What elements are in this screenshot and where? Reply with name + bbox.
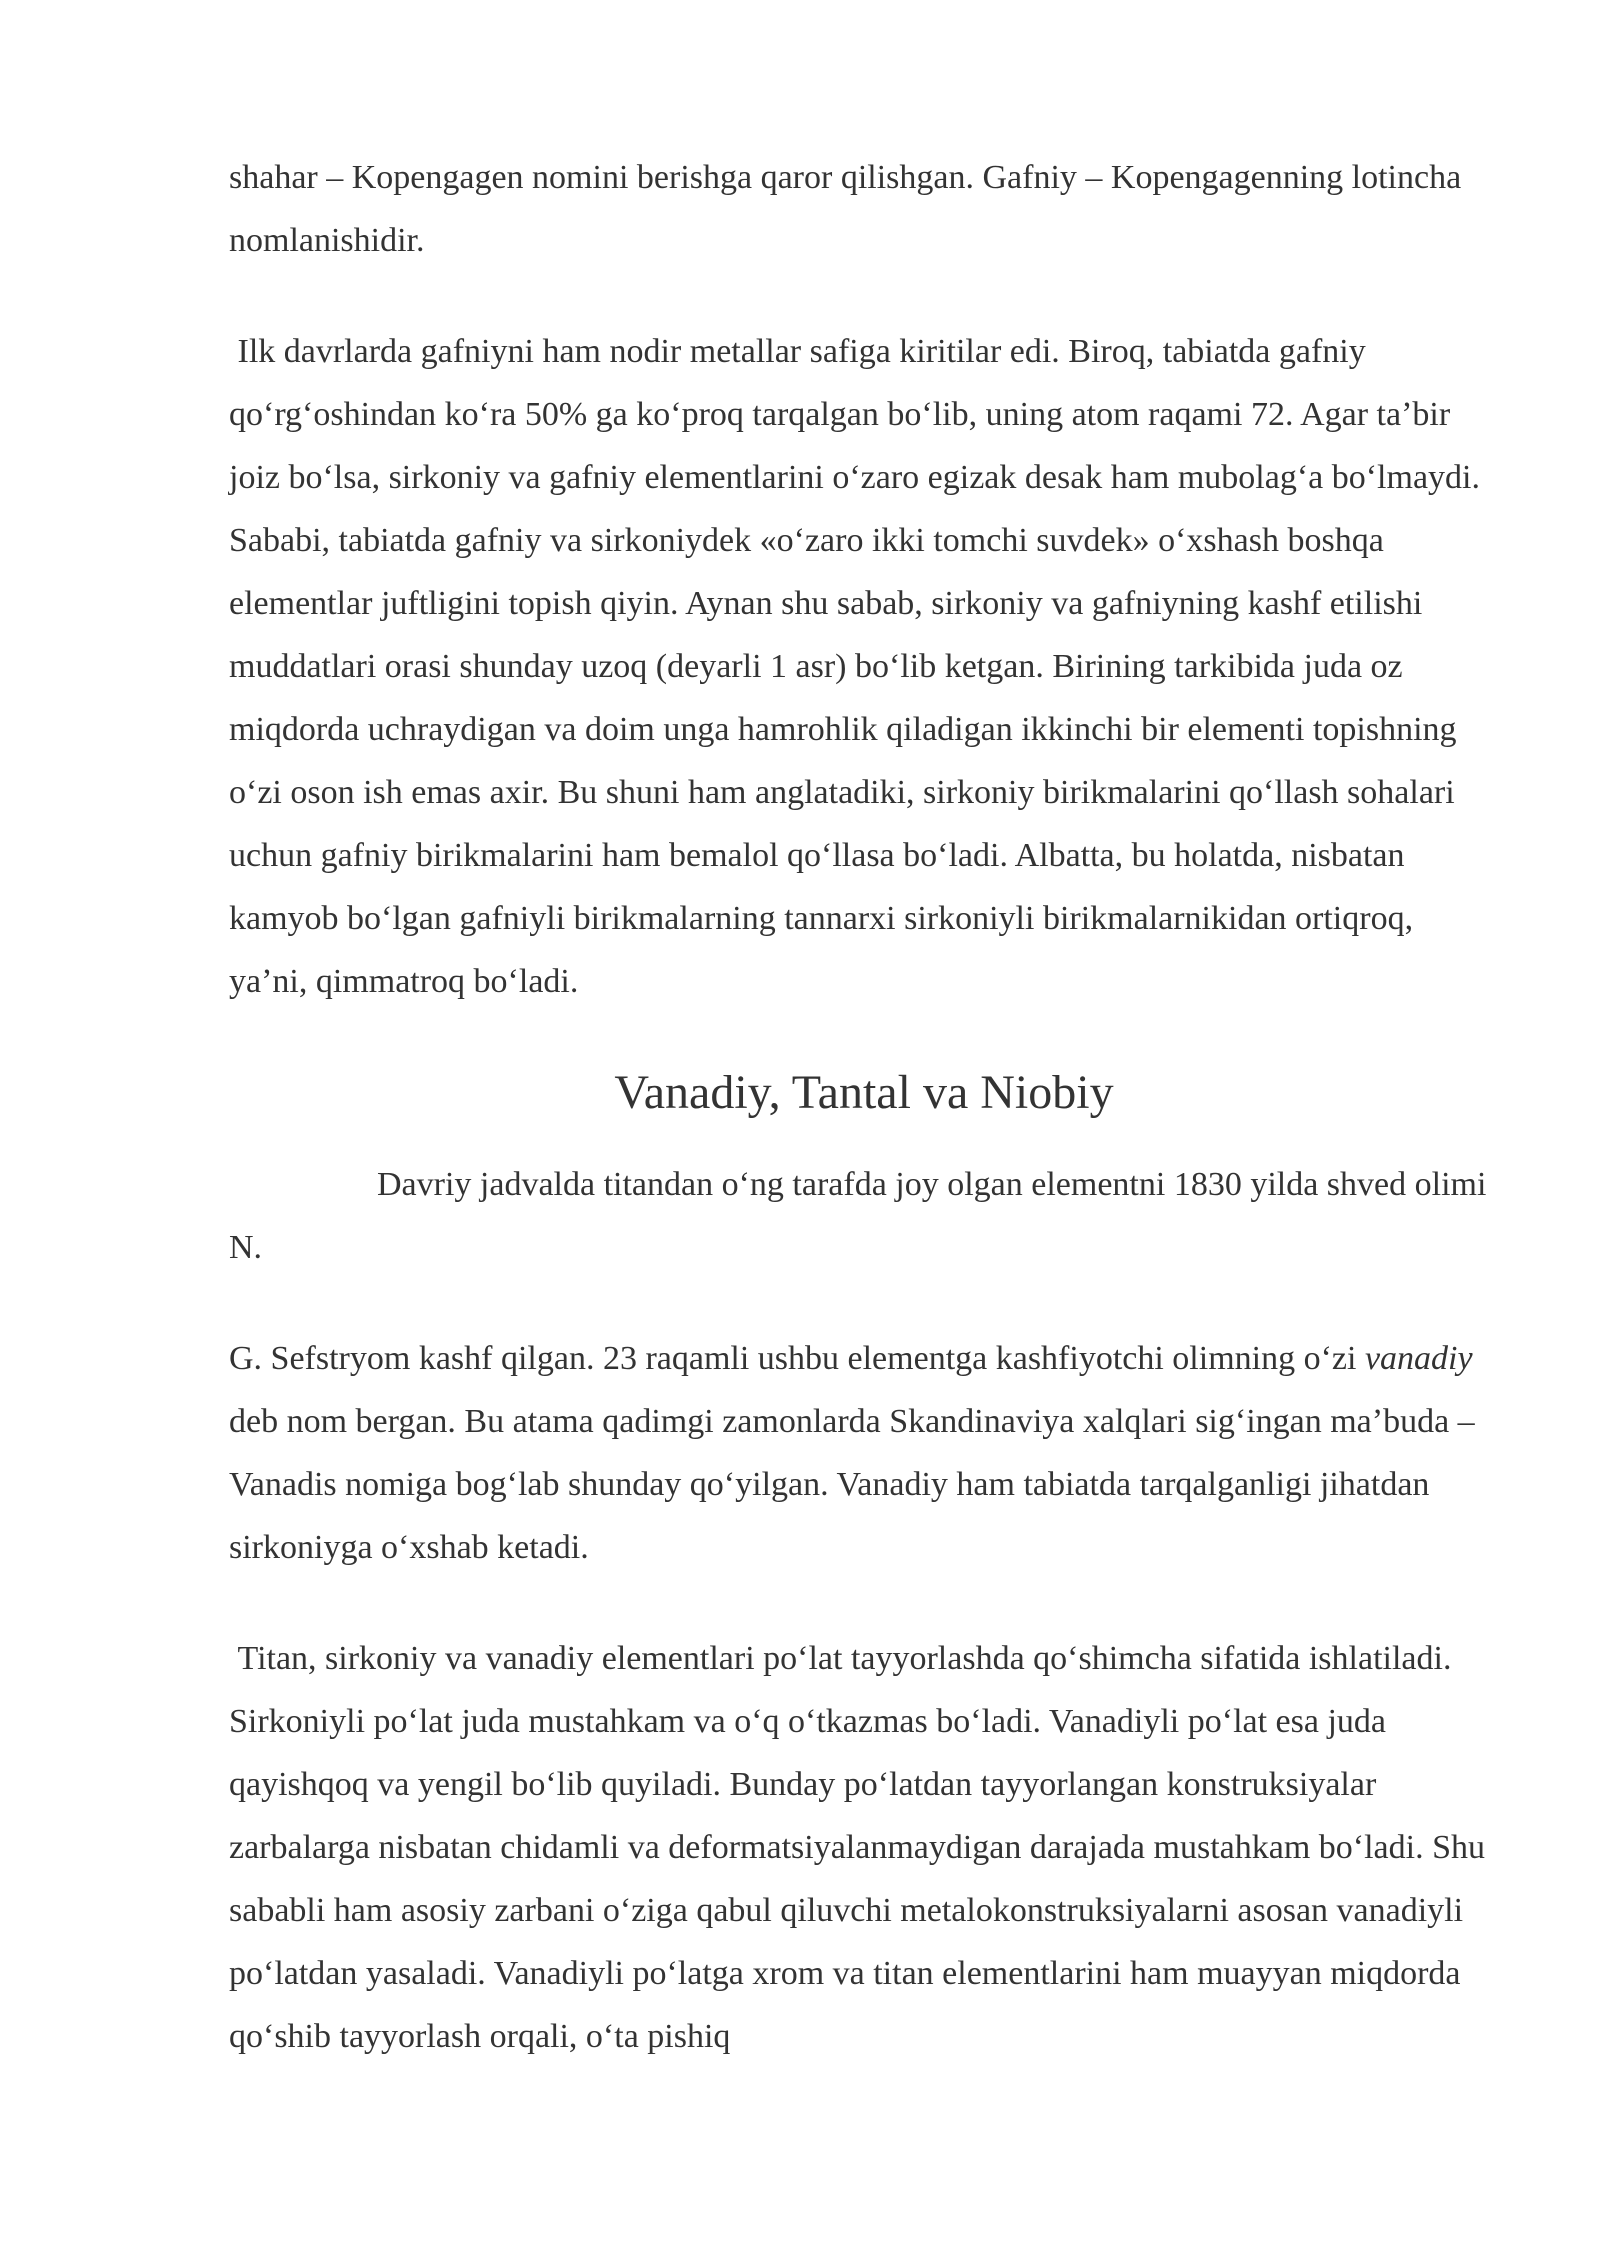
paragraph-2: Ilk davrlarda gafniyni ham nodir metallar safiga kiritilar edi. Biroq, tabiatda gafniy qoʻrgʻoshindan koʻra 50% ga koʻproq tarqalgan boʻlib, uning atom raqami 72. Agar taʼbir joiz boʻlsa, sirkoniy va gafniy elementlarini oʻzaro egizak desak ham mubolagʻa boʻlmaydi. Sababi, tabiatda gafniy va sirkoniydek «oʻzaro ikki tomchi suvdek» oʻxshash boshqa elementlar juftligini topish qiyin. Aynan shu sabab, sirkoniy va gafniyning kashf etilishi muddatlari orasi shunday uzoq (deyarli 1 asr) boʻlib ketgan. Birining tarkibida juda oz miqdorda uchraydigan va doim unga hamrohlik qiladigan ikkinchi bir elementi topishning oʻzi oson ish emas axir. Bu shuni ham anglatadiki, sirkoniy birikmalarini qoʻllash sohalari uchun gafniy birikmalarini ham bemalol qoʻllasa boʻladi. Albatta, bu holatda, nisbatan kamyob boʻlgan gafniyli birikmalarning tannarxi sirkoniyli birikmalarnikidan ortiqroq, yaʼni, qimmatroq boʻladi. <box>229 333 1489 1000</box>
paragraph-4-start: G. Sefstryom kashf qilgan. 23 raqamli ushbu elementga kashfiyotchi olimning oʻzi <box>229 1340 1365 1377</box>
document-page <box>229 146 1499 2068</box>
paragraph-4-end: deb nom bergan. Bu atama qadimgi zamonlarda Skandinaviya xalqlari sigʻingan maʼbuda – Vanadis nomiga bogʻlab shunday qoʻyilgan. Vanadiy ham tabiatda tarqalganligi jihatdan sirkoniyga oʻxshab ketadi. <box>229 1403 1475 1566</box>
paragraph-3: Davriy jadvalda titandan oʻng tarafda joy olgan elementni 1830 yilda shved olimi N. <box>229 1166 1487 1266</box>
paragraph-4 <box>229 1327 1499 1579</box>
paragraph-1: shahar – Kopengagen nomini berishga qaror qilishgan. Gafniy – Kopengagenning lotincha nomlanishidir. <box>229 159 1462 259</box>
section-heading: Vanadiy, Tantal va Niobiy <box>614 1066 1114 1119</box>
paragraph-5: Titan, sirkoniy va vanadiy elementlari poʻlat tayyorlashda qoʻshimcha sifatida ishlatiladi. Sirkoniyli poʻlat juda mustahkam va oʻq oʻtkazmas boʻladi. Vanadiyli poʻlat esa juda qayishqoq va yengil boʻlib quyiladi. Bunday poʻlatdan tayyorlangan konstruksiyalar zarbalarga nisbatan chidamli va deformatsiyalanmaydigan darajada mustahkam boʻladi. Shu sababli ham asosiy zarbani oʻziga qabul qiluvchi metalokonstruksiyalarni asosan vanadiyli poʻlatdan yasaladi. Vanadiyli poʻlatga xrom va titan elementlarini ham muayyan miqdorda qoʻshib tayyorlash orqali, oʻta pishiq <box>229 1640 1494 2055</box>
paragraph-4-emphasis: vanadiy <box>1364 1340 1473 1377</box>
